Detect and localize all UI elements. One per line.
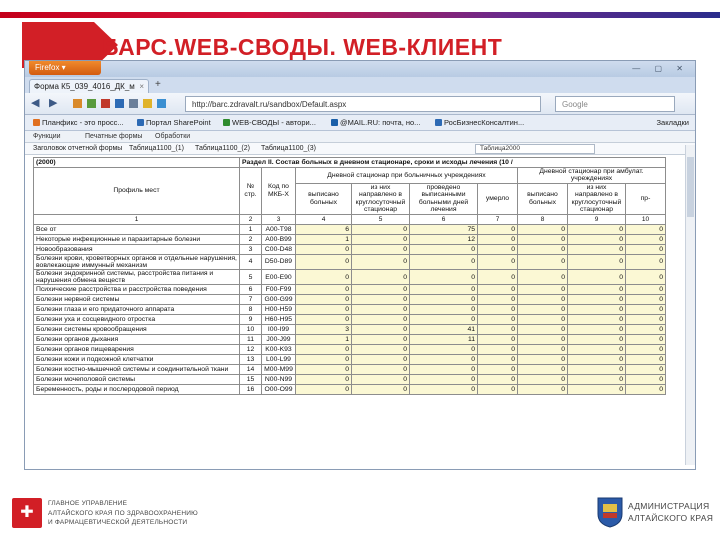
table-row (34, 234, 666, 244)
value-cell[interactable]: 0 (478, 355, 518, 365)
value-cell[interactable]: 0 (626, 224, 666, 234)
value-cell[interactable]: 0 (410, 315, 478, 325)
row-mkb-code: N00-N99 (262, 375, 296, 385)
value-cell[interactable]: 0 (352, 365, 410, 375)
value-cell[interactable]: 0 (478, 285, 518, 295)
row-number: 8 (240, 305, 262, 315)
col-mkb-header: Код по МКБ-Х (262, 168, 296, 215)
col-profile-header: Профиль мест (34, 168, 240, 215)
row-number: 9 (240, 315, 262, 325)
value-cell[interactable]: 0 (410, 305, 478, 315)
value-cell[interactable]: 0 (568, 365, 626, 375)
value-cell[interactable]: 0 (478, 244, 518, 254)
table-row (34, 385, 666, 395)
row-mkb-code: M00-M99 (262, 365, 296, 375)
window-controls[interactable]: — ▢ ✕ (632, 64, 689, 73)
sub-header: выписано больных (296, 183, 352, 214)
row-number: 5 (240, 270, 262, 285)
value-cell[interactable]: 0 (568, 234, 626, 244)
ministry-logo-icon: ✚ (12, 498, 42, 528)
footer-right-org (628, 500, 713, 524)
browser-titlebar (25, 61, 695, 77)
value-cell[interactable]: 0 (410, 295, 478, 305)
value-cell[interactable]: 0 (410, 345, 478, 355)
value-cell[interactable]: 0 (626, 244, 666, 254)
row-profile-name: Болезни органов дыхания (34, 335, 240, 345)
value-cell[interactable]: 0 (626, 305, 666, 315)
row-mkb-code: K00-K93 (262, 345, 296, 355)
value-cell[interactable]: 0 (478, 270, 518, 285)
bookmark-item[interactable]: РосБизнесКонсалтин... (435, 118, 524, 127)
web-client-content (25, 131, 696, 470)
sheet-tab-header[interactable]: Заголовок отчетной формы (33, 145, 123, 152)
menu-functions[interactable]: Функции (33, 133, 61, 140)
scrollbar-thumb[interactable] (687, 157, 694, 217)
value-cell[interactable]: 0 (626, 345, 666, 355)
row-profile-name: Болезни глаза и его придаточного аппарата (34, 305, 240, 315)
table-row (34, 375, 666, 385)
bookmarks-menu[interactable]: Закладки (656, 118, 689, 127)
bookmark-favicon-icon (331, 119, 338, 126)
value-cell[interactable]: 0 (518, 234, 568, 244)
tab-title: Форма К5_039_4016_ДК_м (34, 82, 135, 91)
table-row (34, 244, 666, 254)
value-cell[interactable]: 0 (352, 270, 410, 285)
firefox-menu-button[interactable]: Firefox ▾ (29, 61, 101, 75)
value-cell[interactable]: 0 (296, 295, 352, 305)
value-cell[interactable]: 0 (518, 254, 568, 269)
value-cell[interactable]: 0 (296, 270, 352, 285)
browser-window (24, 60, 696, 470)
bookmarks-toolbar (25, 115, 695, 131)
row-number: 1 (240, 224, 262, 234)
row-mkb-code: A00-B99 (262, 234, 296, 244)
table-row (34, 270, 666, 285)
vertical-scrollbar[interactable] (685, 145, 695, 465)
value-cell[interactable]: 0 (296, 355, 352, 365)
row-profile-name: Беременность, роды и послеродовой период (34, 385, 240, 395)
sheet-tab-1100-3[interactable]: Таблица1100_(3) (261, 145, 316, 152)
row-number: 4 (240, 254, 262, 269)
table-row (34, 355, 666, 365)
value-cell[interactable]: 11 (410, 335, 478, 345)
value-cell[interactable]: 0 (568, 244, 626, 254)
column-number: 4 (296, 214, 352, 224)
value-cell[interactable]: 0 (626, 325, 666, 335)
row-profile-name: Болезни мочеполовой системы (34, 375, 240, 385)
row-number: 3 (240, 244, 262, 254)
value-cell[interactable]: 3 (296, 325, 352, 335)
value-cell[interactable]: 0 (568, 375, 626, 385)
value-cell[interactable]: 0 (410, 355, 478, 365)
value-cell[interactable]: 0 (518, 305, 568, 315)
back-button[interactable]: ◀ (31, 97, 40, 109)
value-cell[interactable]: 0 (518, 385, 568, 395)
value-cell[interactable]: 0 (626, 234, 666, 244)
value-cell[interactable]: 0 (352, 305, 410, 315)
row-mkb-code: C00-D48 (262, 244, 296, 254)
close-tab-icon[interactable]: × (139, 82, 144, 91)
value-cell[interactable]: 0 (568, 224, 626, 234)
value-cell[interactable]: 0 (478, 315, 518, 325)
value-cell[interactable]: 0 (410, 254, 478, 269)
bookmark-favicon-icon (223, 119, 230, 126)
value-cell[interactable]: 0 (626, 335, 666, 345)
value-cell[interactable]: 0 (410, 375, 478, 385)
value-cell[interactable]: 0 (296, 345, 352, 355)
value-cell[interactable]: 0 (296, 385, 352, 395)
search-input[interactable]: Google (555, 96, 675, 112)
value-cell[interactable]: 0 (352, 244, 410, 254)
table-row (34, 325, 666, 335)
row-profile-name: Болезни эндокринной системы, расстройства питания и нарушения обмена веществ (34, 270, 240, 285)
column-number: 6 (410, 214, 478, 224)
menu-processing[interactable]: Обработки (155, 133, 191, 140)
table-row (34, 224, 666, 234)
sub-header: из них направлено в круглосуточный стационар (568, 183, 626, 214)
value-cell[interactable]: 0 (296, 254, 352, 269)
value-cell[interactable]: 0 (568, 285, 626, 295)
value-cell[interactable]: 0 (626, 270, 666, 285)
row-profile-name: Болезни нервной системы (34, 295, 240, 305)
value-cell[interactable]: 0 (352, 335, 410, 345)
value-cell[interactable]: 0 (568, 295, 626, 305)
column-number: 9 (568, 214, 626, 224)
value-cell[interactable]: 0 (568, 305, 626, 315)
value-cell[interactable]: 0 (626, 285, 666, 295)
sub-header: умерло (478, 183, 518, 214)
value-cell[interactable]: 0 (626, 254, 666, 269)
sub-header: проведено выписанными больными дней лечения (410, 183, 478, 214)
bookmark-favicon-icon (435, 119, 442, 126)
bookmark-item[interactable]: WEB-СВОДЫ - автори... (223, 118, 316, 127)
value-cell[interactable]: 0 (410, 285, 478, 295)
row-mkb-code: L00-L99 (262, 355, 296, 365)
row-mkb-code: I00-I99 (262, 325, 296, 335)
row-number: 15 (240, 375, 262, 385)
coat-of-arms-icon (596, 496, 624, 528)
value-cell[interactable]: 0 (296, 244, 352, 254)
value-cell[interactable]: 75 (410, 224, 478, 234)
row-profile-name: Болезни кожи и подкожной клетчатки (34, 355, 240, 365)
table-row (34, 295, 666, 305)
row-profile-name: Болезни крови, кроветворных органов и отдельные нарушения, вовлекающие иммунный механизм (34, 254, 240, 269)
value-cell[interactable]: 0 (518, 345, 568, 355)
bookmark-item[interactable]: Планфикс - это просс... (33, 118, 124, 127)
value-cell[interactable]: 1 (296, 234, 352, 244)
value-cell[interactable]: 0 (568, 270, 626, 285)
tab-bar (25, 77, 695, 93)
column-number: 5 (352, 214, 410, 224)
group-hospital-header: Дневной стационар при больничных учреждениях (296, 168, 518, 184)
footer-left-line: И ФАРМАЦЕВТИЧЕСКОЙ ДЕЯТЕЛЬНОСТИ (48, 519, 188, 526)
value-cell[interactable]: 0 (626, 385, 666, 395)
value-cell[interactable]: 0 (410, 365, 478, 375)
value-cell[interactable]: 0 (352, 254, 410, 269)
value-cell[interactable]: 0 (296, 305, 352, 315)
value-cell[interactable]: 0 (518, 355, 568, 365)
sub-header: выписано больных (518, 183, 568, 214)
value-cell[interactable]: 0 (518, 295, 568, 305)
bookmark-favicon-icon (33, 119, 40, 126)
sub-header: из них направлено в круглосуточный стационар (352, 183, 410, 214)
value-cell[interactable]: 0 (518, 325, 568, 335)
top-accent-bar (0, 12, 720, 18)
column-number: 3 (262, 214, 296, 224)
column-number: 7 (478, 214, 518, 224)
sheet-tab-1100-1[interactable]: Таблица1100_(1) (129, 145, 184, 152)
value-cell[interactable]: 0 (568, 355, 626, 365)
value-cell[interactable]: 0 (518, 224, 568, 234)
value-cell[interactable]: 0 (478, 335, 518, 345)
footer-left-line: ГЛАВНОЕ УПРАВЛЕНИЕ (48, 500, 128, 507)
app-menu-bar (25, 131, 696, 143)
value-cell[interactable]: 0 (478, 305, 518, 315)
footer-left-line: АЛТАЙСКОГО КРАЯ ПО ЗДРАВООХРАНЕНИЮ (48, 509, 198, 517)
row-mkb-code: F00-F99 (262, 285, 296, 295)
value-cell[interactable]: 0 (478, 375, 518, 385)
row-number: 13 (240, 355, 262, 365)
footer-right-line: АЛТАЙСКОГО КРАЯ (628, 513, 714, 523)
value-cell[interactable]: 0 (518, 270, 568, 285)
column-number: 1 (34, 214, 240, 224)
value-cell[interactable]: 0 (478, 295, 518, 305)
sheet-tab-1100-2[interactable]: Таблица1100_(2) (195, 145, 250, 152)
sheet-selector[interactable]: Таблица2000 (475, 144, 595, 154)
value-cell[interactable]: 0 (518, 315, 568, 325)
value-cell[interactable]: 0 (296, 285, 352, 295)
column-number: 10 (626, 214, 666, 224)
row-profile-name: Все от (34, 224, 240, 234)
row-mkb-code: J00-J99 (262, 335, 296, 345)
value-cell[interactable]: 0 (352, 385, 410, 395)
menu-print-forms[interactable]: Печатные формы (85, 133, 143, 140)
table-row (34, 365, 666, 375)
value-cell[interactable]: 0 (478, 254, 518, 269)
value-cell[interactable]: 0 (568, 335, 626, 345)
value-cell[interactable]: 0 (518, 285, 568, 295)
report-table (33, 157, 666, 395)
value-cell[interactable]: 0 (568, 325, 626, 335)
value-cell[interactable]: 0 (478, 224, 518, 234)
value-cell[interactable]: 0 (568, 254, 626, 269)
value-cell[interactable]: 0 (410, 244, 478, 254)
row-mkb-code: G00-G99 (262, 295, 296, 305)
value-cell[interactable]: 0 (478, 234, 518, 244)
row-number: 2 (240, 234, 262, 244)
bookmark-item[interactable]: @MAIL.RU: почта, но... (331, 118, 420, 127)
value-cell[interactable]: 0 (478, 365, 518, 375)
slide-title: БАРС.WEB-СВОДЫ. WEB-КЛИЕНТ (102, 34, 503, 60)
bookmark-item[interactable]: Портал SharePoint (137, 118, 211, 127)
value-cell[interactable]: 0 (626, 295, 666, 305)
row-mkb-code: A00-T98 (262, 224, 296, 234)
table-row (34, 315, 666, 325)
value-cell[interactable]: 0 (626, 315, 666, 325)
row-profile-name: Психические расстройства и расстройства поведения (34, 285, 240, 295)
table-row (34, 254, 666, 269)
row-number: 12 (240, 345, 262, 355)
value-cell[interactable]: 0 (352, 234, 410, 244)
row-profile-name: Болезни системы кровообращения (34, 325, 240, 335)
value-cell[interactable]: 0 (478, 385, 518, 395)
value-cell[interactable]: 0 (410, 270, 478, 285)
value-cell[interactable]: 0 (626, 355, 666, 365)
value-cell[interactable]: 12 (410, 234, 478, 244)
section-title: Раздел II. Состав больных в дневном стационаре, сроки и исходы лечения (10 / (240, 158, 666, 168)
browser-tab-active[interactable] (29, 79, 149, 93)
value-cell[interactable]: 0 (518, 365, 568, 375)
value-cell[interactable]: 0 (518, 335, 568, 345)
url-bar[interactable]: http://barс.zdravalt.ru/sandbox/Default.aspx (185, 96, 541, 112)
row-profile-name: Болезни уха и сосцевидного отростка (34, 315, 240, 325)
value-cell[interactable]: 0 (568, 385, 626, 395)
value-cell[interactable]: 0 (352, 345, 410, 355)
value-cell[interactable]: 1 (296, 335, 352, 345)
sheet-tabs (25, 143, 696, 155)
group-ambulatory-header: Дневной стационар при амбулат. учреждениях (518, 168, 666, 184)
row-profile-name: Новообразования (34, 244, 240, 254)
row-mkb-code: H60-H95 (262, 315, 296, 325)
column-number: 8 (518, 214, 568, 224)
row-number: 7 (240, 295, 262, 305)
sub-header: пр- (626, 183, 666, 214)
row-profile-name: Болезни органов пищеварения (34, 345, 240, 355)
row-mkb-code: O00-O99 (262, 385, 296, 395)
row-number: 6 (240, 285, 262, 295)
table-row (34, 345, 666, 355)
navigation-bar (25, 93, 695, 115)
value-cell[interactable]: 0 (568, 345, 626, 355)
value-cell[interactable]: 0 (296, 315, 352, 325)
value-cell[interactable]: 0 (352, 355, 410, 365)
value-cell[interactable]: 0 (626, 375, 666, 385)
value-cell[interactable]: 0 (478, 325, 518, 335)
value-cell[interactable]: 0 (296, 365, 352, 375)
row-number: 11 (240, 335, 262, 345)
row-profile-name: Болезни костно-мышечной системы и соединительной ткани (34, 365, 240, 375)
value-cell[interactable]: 0 (518, 244, 568, 254)
toolbar-icons-icon (71, 96, 171, 110)
table-row (34, 285, 666, 295)
nav-toolbar-icons (71, 96, 171, 112)
table-code: (2000) (34, 158, 240, 168)
new-tab-button[interactable]: + (155, 79, 161, 90)
col-no-header: № стр. (240, 168, 262, 215)
value-cell[interactable]: 6 (296, 224, 352, 234)
row-mkb-code: D50-D89 (262, 254, 296, 269)
value-cell[interactable]: 0 (352, 375, 410, 385)
value-cell[interactable]: 0 (626, 365, 666, 375)
value-cell[interactable]: 0 (352, 315, 410, 325)
value-cell[interactable]: 0 (568, 315, 626, 325)
table-body (34, 224, 666, 395)
column-number-row (34, 214, 666, 224)
value-cell[interactable]: 0 (352, 224, 410, 234)
value-cell[interactable]: 0 (518, 375, 568, 385)
row-profile-name: Некоторые инфекционные и паразитарные болезни (34, 234, 240, 244)
table-row (34, 335, 666, 345)
table-row (34, 305, 666, 315)
value-cell[interactable]: 0 (352, 325, 410, 335)
value-cell[interactable]: 0 (352, 285, 410, 295)
forward-button[interactable]: ▶ (49, 97, 58, 109)
row-number: 10 (240, 325, 262, 335)
row-mkb-code: E00-E90 (262, 270, 296, 285)
value-cell[interactable]: 0 (352, 295, 410, 305)
value-cell[interactable]: 0 (410, 385, 478, 395)
value-cell[interactable]: 0 (478, 345, 518, 355)
bookmark-favicon-icon (137, 119, 144, 126)
column-number: 2 (240, 214, 262, 224)
value-cell[interactable]: 41 (410, 325, 478, 335)
footer-right-line: АДМИНИСТРАЦИЯ (628, 501, 710, 511)
row-mkb-code: H00-H59 (262, 305, 296, 315)
row-number: 14 (240, 365, 262, 375)
row-number: 16 (240, 385, 262, 395)
footer-left-org (48, 499, 198, 528)
value-cell[interactable]: 0 (296, 375, 352, 385)
